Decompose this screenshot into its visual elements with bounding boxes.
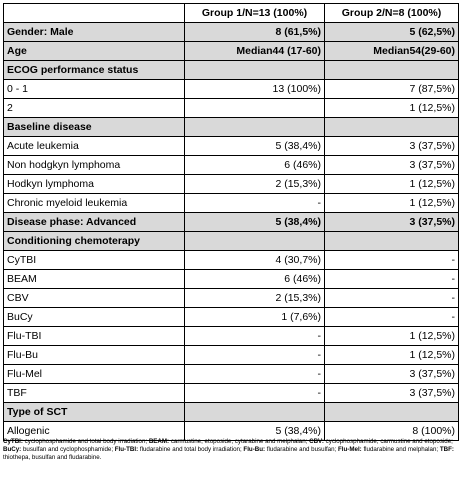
row-label: Flu-Mel (4, 365, 185, 384)
group-2-value: 5 (62,5%) (325, 23, 459, 42)
group-1-value: 6 (46%) (185, 270, 325, 289)
group-2-value: 1 (12,5%) (325, 346, 459, 365)
group-1-value: 5 (38,4%) (185, 213, 325, 232)
group-1-value: 2 (15,3%) (185, 175, 325, 194)
table-row (4, 365, 459, 384)
footnote-abbreviation: BEAM: (148, 438, 170, 445)
table-footnote (3, 438, 458, 463)
table-row (4, 99, 459, 118)
group-1-value: 4 (30,7%) (185, 251, 325, 270)
group-2-value: 3 (37,5%) (325, 156, 459, 175)
group-2-value: 3 (37,5%) (325, 384, 459, 403)
footnote-definition: cyclophosphamide and total body irradiation; (22, 438, 149, 445)
footnote-abbreviation: TBF: (439, 446, 454, 454)
group-2-value (325, 232, 459, 251)
group-2-value: 1 (12,5%) (325, 175, 459, 194)
footnote-abbreviation: CBV: (309, 438, 324, 445)
row-label: TBF (4, 384, 185, 403)
row-label: Gender: Male (4, 23, 185, 42)
row-label: Disease phase: Advanced (4, 213, 185, 232)
footnote-abbreviation: BuCy: (3, 446, 22, 454)
section-header-row (4, 232, 459, 251)
group-2-value (325, 118, 459, 137)
footnote-definition: busulfan and cyclophosphamide; (21, 446, 115, 454)
row-label: Conditioning chemoterapy (4, 232, 185, 251)
section-header-row (4, 403, 459, 422)
table-row (4, 251, 459, 270)
footnote-abbreviation: Flu-Bu: (243, 446, 266, 454)
row-label: 2 (4, 99, 185, 118)
table-row (4, 289, 459, 308)
footnote-definition: carmustine, etoposide, cytarabine and melphalan; (169, 438, 310, 445)
table-row (4, 346, 459, 365)
group-2-value: 3 (37,5%) (325, 213, 459, 232)
row-label: Non hodgkyn lymphoma (4, 156, 185, 175)
row-label: ECOG performance status (4, 61, 185, 80)
group-1-value (185, 403, 325, 422)
table-row (4, 194, 459, 213)
row-label: CBV (4, 289, 185, 308)
section-header-row (4, 23, 459, 42)
group-1-value: 1 (7,6%) (185, 308, 325, 327)
group-1-value: Median44 (17-60) (185, 42, 325, 61)
group-1-value: 5 (38,4%) (185, 137, 325, 156)
group-2-value: 8 (100%) (325, 422, 459, 441)
group-2-value: 7 (87,5%) (325, 80, 459, 99)
row-label: Baseline disease (4, 118, 185, 137)
row-label: BuCy (4, 308, 185, 327)
row-label: BEAM (4, 270, 185, 289)
section-header-row (4, 213, 459, 232)
group-2-value: 1 (12,5%) (325, 327, 459, 346)
group-1-value: 6 (46%) (185, 156, 325, 175)
group-2-value (325, 61, 459, 80)
table-row (4, 156, 459, 175)
group-1-value: 5 (38,4%) (185, 422, 325, 441)
table-body (4, 23, 459, 441)
table-header-row (4, 4, 459, 23)
footnote-definition: thiothepa, busulfan and fludarabine. (3, 454, 102, 462)
group-2-value: 1 (12,5%) (325, 194, 459, 213)
table-row (4, 308, 459, 327)
column-header-group-1: Group 1/N=13 (100%) (185, 4, 325, 23)
group-1-value: - (185, 384, 325, 403)
group-2-value: 1 (12,5%) (325, 99, 459, 118)
group-2-value: Median54(29-60) (325, 42, 459, 61)
patient-characteristics-table (3, 3, 459, 441)
row-label: Flu-TBI (4, 327, 185, 346)
section-header-row (4, 118, 459, 137)
group-1-value: - (185, 194, 325, 213)
section-header-row (4, 61, 459, 80)
group-2-value: - (325, 270, 459, 289)
group-2-value (325, 403, 459, 422)
row-label: Acute leukemia (4, 137, 185, 156)
footnote-abbreviation: Flu-TBI: (114, 446, 139, 454)
group-1-value: 13 (100%) (185, 80, 325, 99)
row-label: Allogenic (4, 422, 185, 441)
group-1-value: - (185, 327, 325, 346)
footnote-definition: cyclophosphamide, carmustine and etoposide; (323, 438, 453, 445)
footnote-definition: fludarabine and busulfan; (265, 446, 339, 454)
group-1-value: 8 (61,5%) (185, 23, 325, 42)
group-1-value (185, 232, 325, 251)
table-row (4, 175, 459, 194)
table-row (4, 137, 459, 156)
footnote-definition: fludarabine and melphalan; (361, 446, 440, 454)
table-row (4, 80, 459, 99)
footnote-definition: fludarabine and total body irradiation; (138, 446, 244, 454)
footnote-abbreviation: CyTBI: (3, 438, 23, 445)
group-2-value: - (325, 308, 459, 327)
table-row (4, 384, 459, 403)
group-1-value: - (185, 365, 325, 384)
group-2-value: 3 (37,5%) (325, 365, 459, 384)
section-header-row (4, 42, 459, 61)
table-row (4, 327, 459, 346)
row-label: Age (4, 42, 185, 61)
row-label: Flu-Bu (4, 346, 185, 365)
group-1-value (185, 118, 325, 137)
group-2-value: 3 (37,5%) (325, 137, 459, 156)
row-label: Type of SCT (4, 403, 185, 422)
group-1-value (185, 99, 325, 118)
column-header-group-2: Group 2/N=8 (100%) (325, 4, 459, 23)
row-label: CyTBI (4, 251, 185, 270)
group-2-value: - (325, 289, 459, 308)
group-1-value: 2 (15,3%) (185, 289, 325, 308)
row-label: Chronic myeloid leukemia (4, 194, 185, 213)
footnote-abbreviation: Flu-Mel: (338, 446, 362, 454)
row-label: Hodkyn lymphoma (4, 175, 185, 194)
group-1-value: - (185, 346, 325, 365)
group-1-value (185, 61, 325, 80)
row-label: 0 - 1 (4, 80, 185, 99)
group-2-value: - (325, 251, 459, 270)
table-row (4, 270, 459, 289)
column-header-label (4, 4, 185, 23)
